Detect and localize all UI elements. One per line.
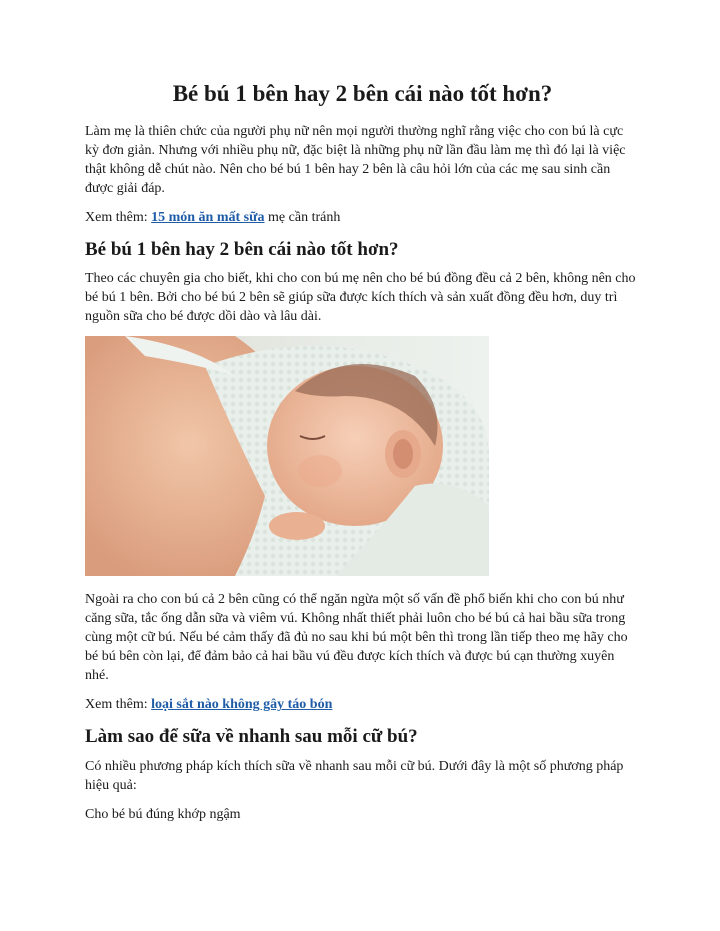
- section-2-subtitle: Cho bé bú đúng khớp ngậm: [85, 807, 241, 823]
- see-more-link-1[interactable]: 15 món ăn mất sữa: [151, 209, 265, 225]
- see-more-link-2[interactable]: loại sắt nào không gây táo bón: [151, 697, 333, 713]
- section-1-paragraph: Theo các chuyên gia cho biết, khi cho con bú mẹ nên cho bé bú đồng đều cả 2 bên, không nên cho bé bú 1 bên. Bởi cho bé bú 2 bên sẽ giúp sữa được kích thích và sản xuất đồng đều hơn, duy trì nguồn sữa cho bé được dồi dào và lâu dài.: [85, 271, 636, 325]
- see-more-prefix: Xem thêm:: [85, 697, 152, 713]
- article-body: [85, 80, 640, 834]
- section-heading-1: Bé bú 1 bên hay 2 bên cái nào tốt hơn?: [85, 238, 399, 260]
- see-more-line-2: [85, 695, 640, 714]
- see-more-line-1: [85, 208, 640, 227]
- section-2-paragraph: Có nhiều phương pháp kích thích sữa về nhanh sau mỗi cữ bú. Dưới đây là một số phương pháp hiệu quả:: [85, 759, 624, 794]
- see-more-prefix: Xem thêm:: [85, 209, 152, 225]
- page-title: Bé bú 1 bên hay 2 bên cái nào tốt hơn?: [172, 81, 553, 106]
- see-more-suffix: mẹ cần tránh: [264, 209, 341, 225]
- section-heading-2: Làm sao để sữa về nhanh sau mỗi cữ bú?: [85, 726, 418, 748]
- section-1-paragraph-2: Ngoài ra cho con bú cả 2 bên cũng có thể ngăn ngừa một số vấn đề phổ biến khi cho con bú như căng sữa, tắc ống dẫn sữa và viêm vú. Không nhất thiết phải luôn cho bé bú cả hai bầu sữa trong cùng một cữ bú. Nếu bé cảm thấy đã đủ no sau khi bú một bên thì trong lần tiếp theo mẹ hãy cho bé bú bên còn lại, để đảm bảo cả hai bầu vú đều được kích thích và được bú cạn thường xuyên nhé.: [85, 592, 628, 684]
- intro-paragraph: Làm mẹ là thiên chức của người phụ nữ nên mọi người thường nghĩ rằng việc cho con bú là cực kỳ đơn giản. Nhưng với nhiều phụ nữ, đặc biệt là những phụ nữ lần đầu làm mẹ thì đó lại là việc thật không dễ chút nào. Nên cho bé bú 1 bên hay 2 bên là câu hỏi lớn của các mẹ sau sinh cần được giải đáp.: [85, 123, 626, 196]
- breastfeeding-photo: [85, 336, 489, 576]
